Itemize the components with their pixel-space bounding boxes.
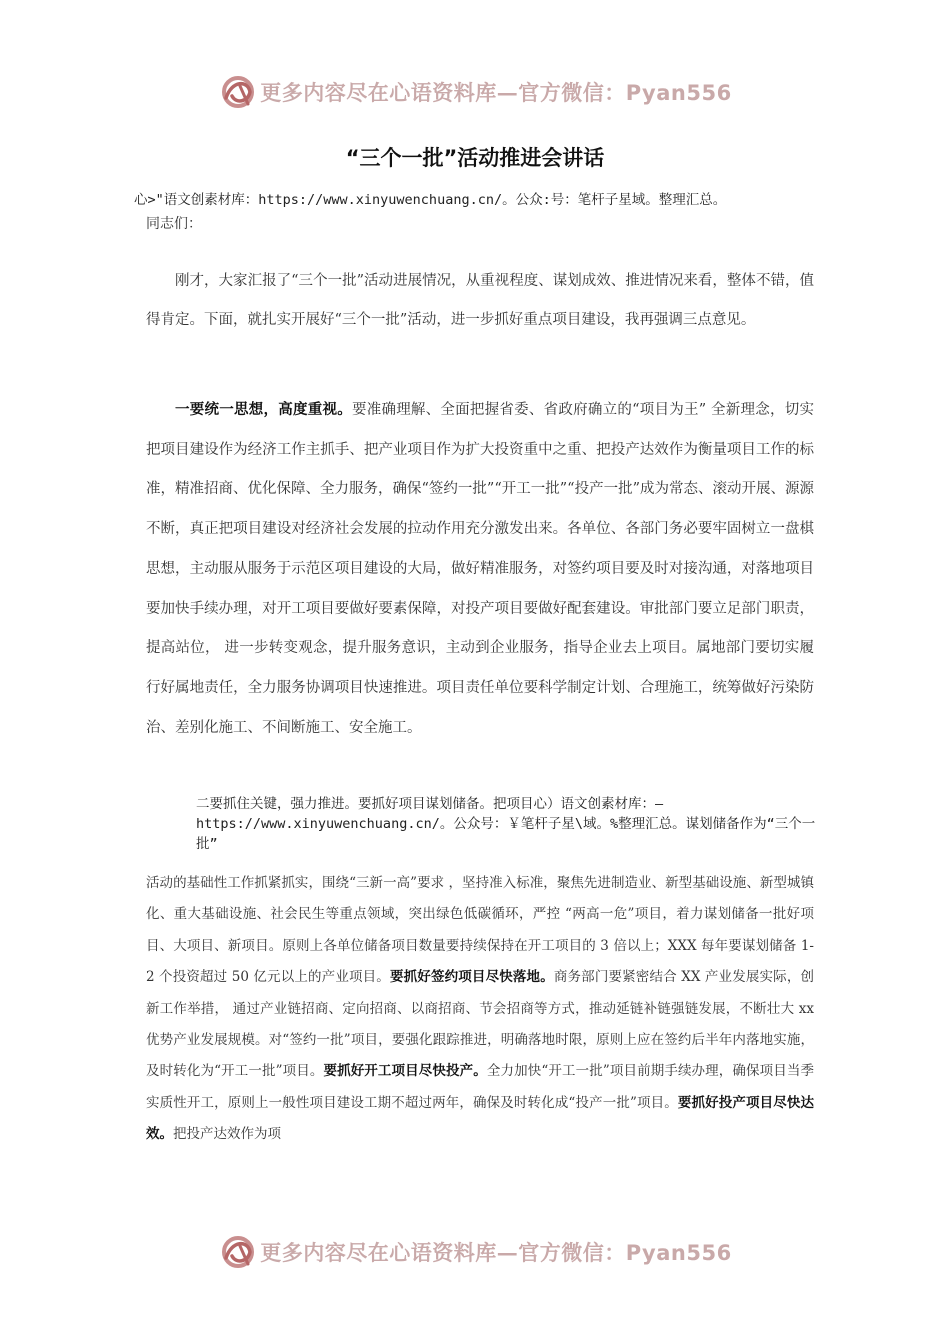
source-notice: 心>"语文创素材库：https://www.xinyuwenchuang.cn/。公众:号：笔杆子星域。整理汇总。: [134, 192, 727, 208]
point-one-body: 要准确理解、全面把握省委、省政府确立的“项目为王” 全新理念，切实把项目建设作为经济工作主抓手、把产业项目作为扩大投资重中之重、把投产达效作为衡量项目工作的标准，精准招商、优化保障、全力服务，确保“签约一批”“开工一批”“投产一批”成为常态、滚动开展、源源不断，真正把项目建设对经济社会发展的拉动作用充分激发出来。各单位、各部门务必要牢固树立一盘棋思想，主动服从服务于示范区项目建设的大局，做好精准服务，对签约项目要及时对接沟通，对落地项目要加快手续办理，对开工项目要做好要素保障，对投产项目要做好配套建设。审批部门要立足部门职责，提高站位， 进一步转变观念，提升服务意识，主动到企业服务，指导企业去上项目。属地部门要切实履行好属地责任，全力服务协调项目快速推进。项目责任单位要科学制定计划、合理施工，统筹做好污染防治、差别化施工、不间断施工、安全施工。: [146, 402, 815, 736]
wechat-id: Pyan556: [625, 1241, 732, 1265]
paragraph-point-two-heading: 二要抓住关键，强力推进。要抓好项目谋划储备。把项目心）语文创素材库：—https://www.xinyuwenchuang.cn/。公众号：￥笔杆子星\域。%整理汇总。谋划储备作为“三个一批”: [196, 796, 816, 852]
footer-watermark-banner: [0, 1230, 950, 1274]
greeting: 同志们：: [146, 216, 202, 232]
page-title: “三个一批”活动推进会讲话: [345, 146, 605, 170]
banner-text: 更多内容尽在心语资料库—官方微信：Pyan556: [260, 80, 732, 105]
swirl-logo-icon: [218, 72, 258, 112]
paragraph-point-one: [146, 390, 814, 748]
wechat-id: Pyan556: [625, 81, 732, 105]
paragraph-intro: 刚才，大家汇报了“三个一批”活动进展情况，从重视程度、谋划成效、推进情况来看，整体不错，值得肯定。下面，就扎实开展好“三个一批”活动，进一步抓好重点项目建设，我再强调三点意见。: [146, 273, 814, 328]
swirl-logo-icon: [218, 1232, 258, 1272]
subpoint-signing: 要抓好签约项目尽快落地。: [389, 969, 554, 986]
point-one-heading: 一要统一思想，高度重视。: [175, 401, 352, 418]
subpoint-construction: 要抓好开工项目尽快投产。: [323, 1063, 487, 1080]
header-watermark-banner: [0, 70, 950, 114]
subpoint-production: 要抓好投产项目尽快达效。: [146, 1094, 814, 1143]
paragraph-point-two-body: 活动的基础性工作抓紧抓实，围绕“三新一高”要求 ，坚持准入标准，聚焦先进制造业、新型基础设施、新型城镇化、重大基础设施、社会民生等重点领域，突出绿色低碳循环，严控 “两高一危”项目，着力谋划储备一批好项目、大项目、新项目。原则上各单位储备项目数量要持续保持在开工项目的 3 倍以上；XXX 每年要谋划储备 1-2 个投资超过 50 亿元以上的产业项目。要抓好签约项目尽快落地。商务部门要紧密结合 XX 产业发展实际，创新工作举措， 通过产业链招商、定向招商、以商招商、节会招商等方式，推动延链补链强链发展，不断壮大 xx 优势产业发展规模。对“签约一批”项目，要强化跟踪推进，明确落地时限，原则上应在签约后半年内落地实施，及时转化为“开工一批”项目。要抓好开工项目尽快投产。全力加快“开工一批”项目前期手续办理，确保项目当季实质性开工，原则上一般性项目建设工期不超过两年，确保及时转化成“投产一批”项目。要抓好投产项目尽快达效。把投产达效作为项: [146, 875, 814, 1143]
banner-text: 更多内容尽在心语资料库—官方微信：Pyan556: [260, 1240, 732, 1265]
